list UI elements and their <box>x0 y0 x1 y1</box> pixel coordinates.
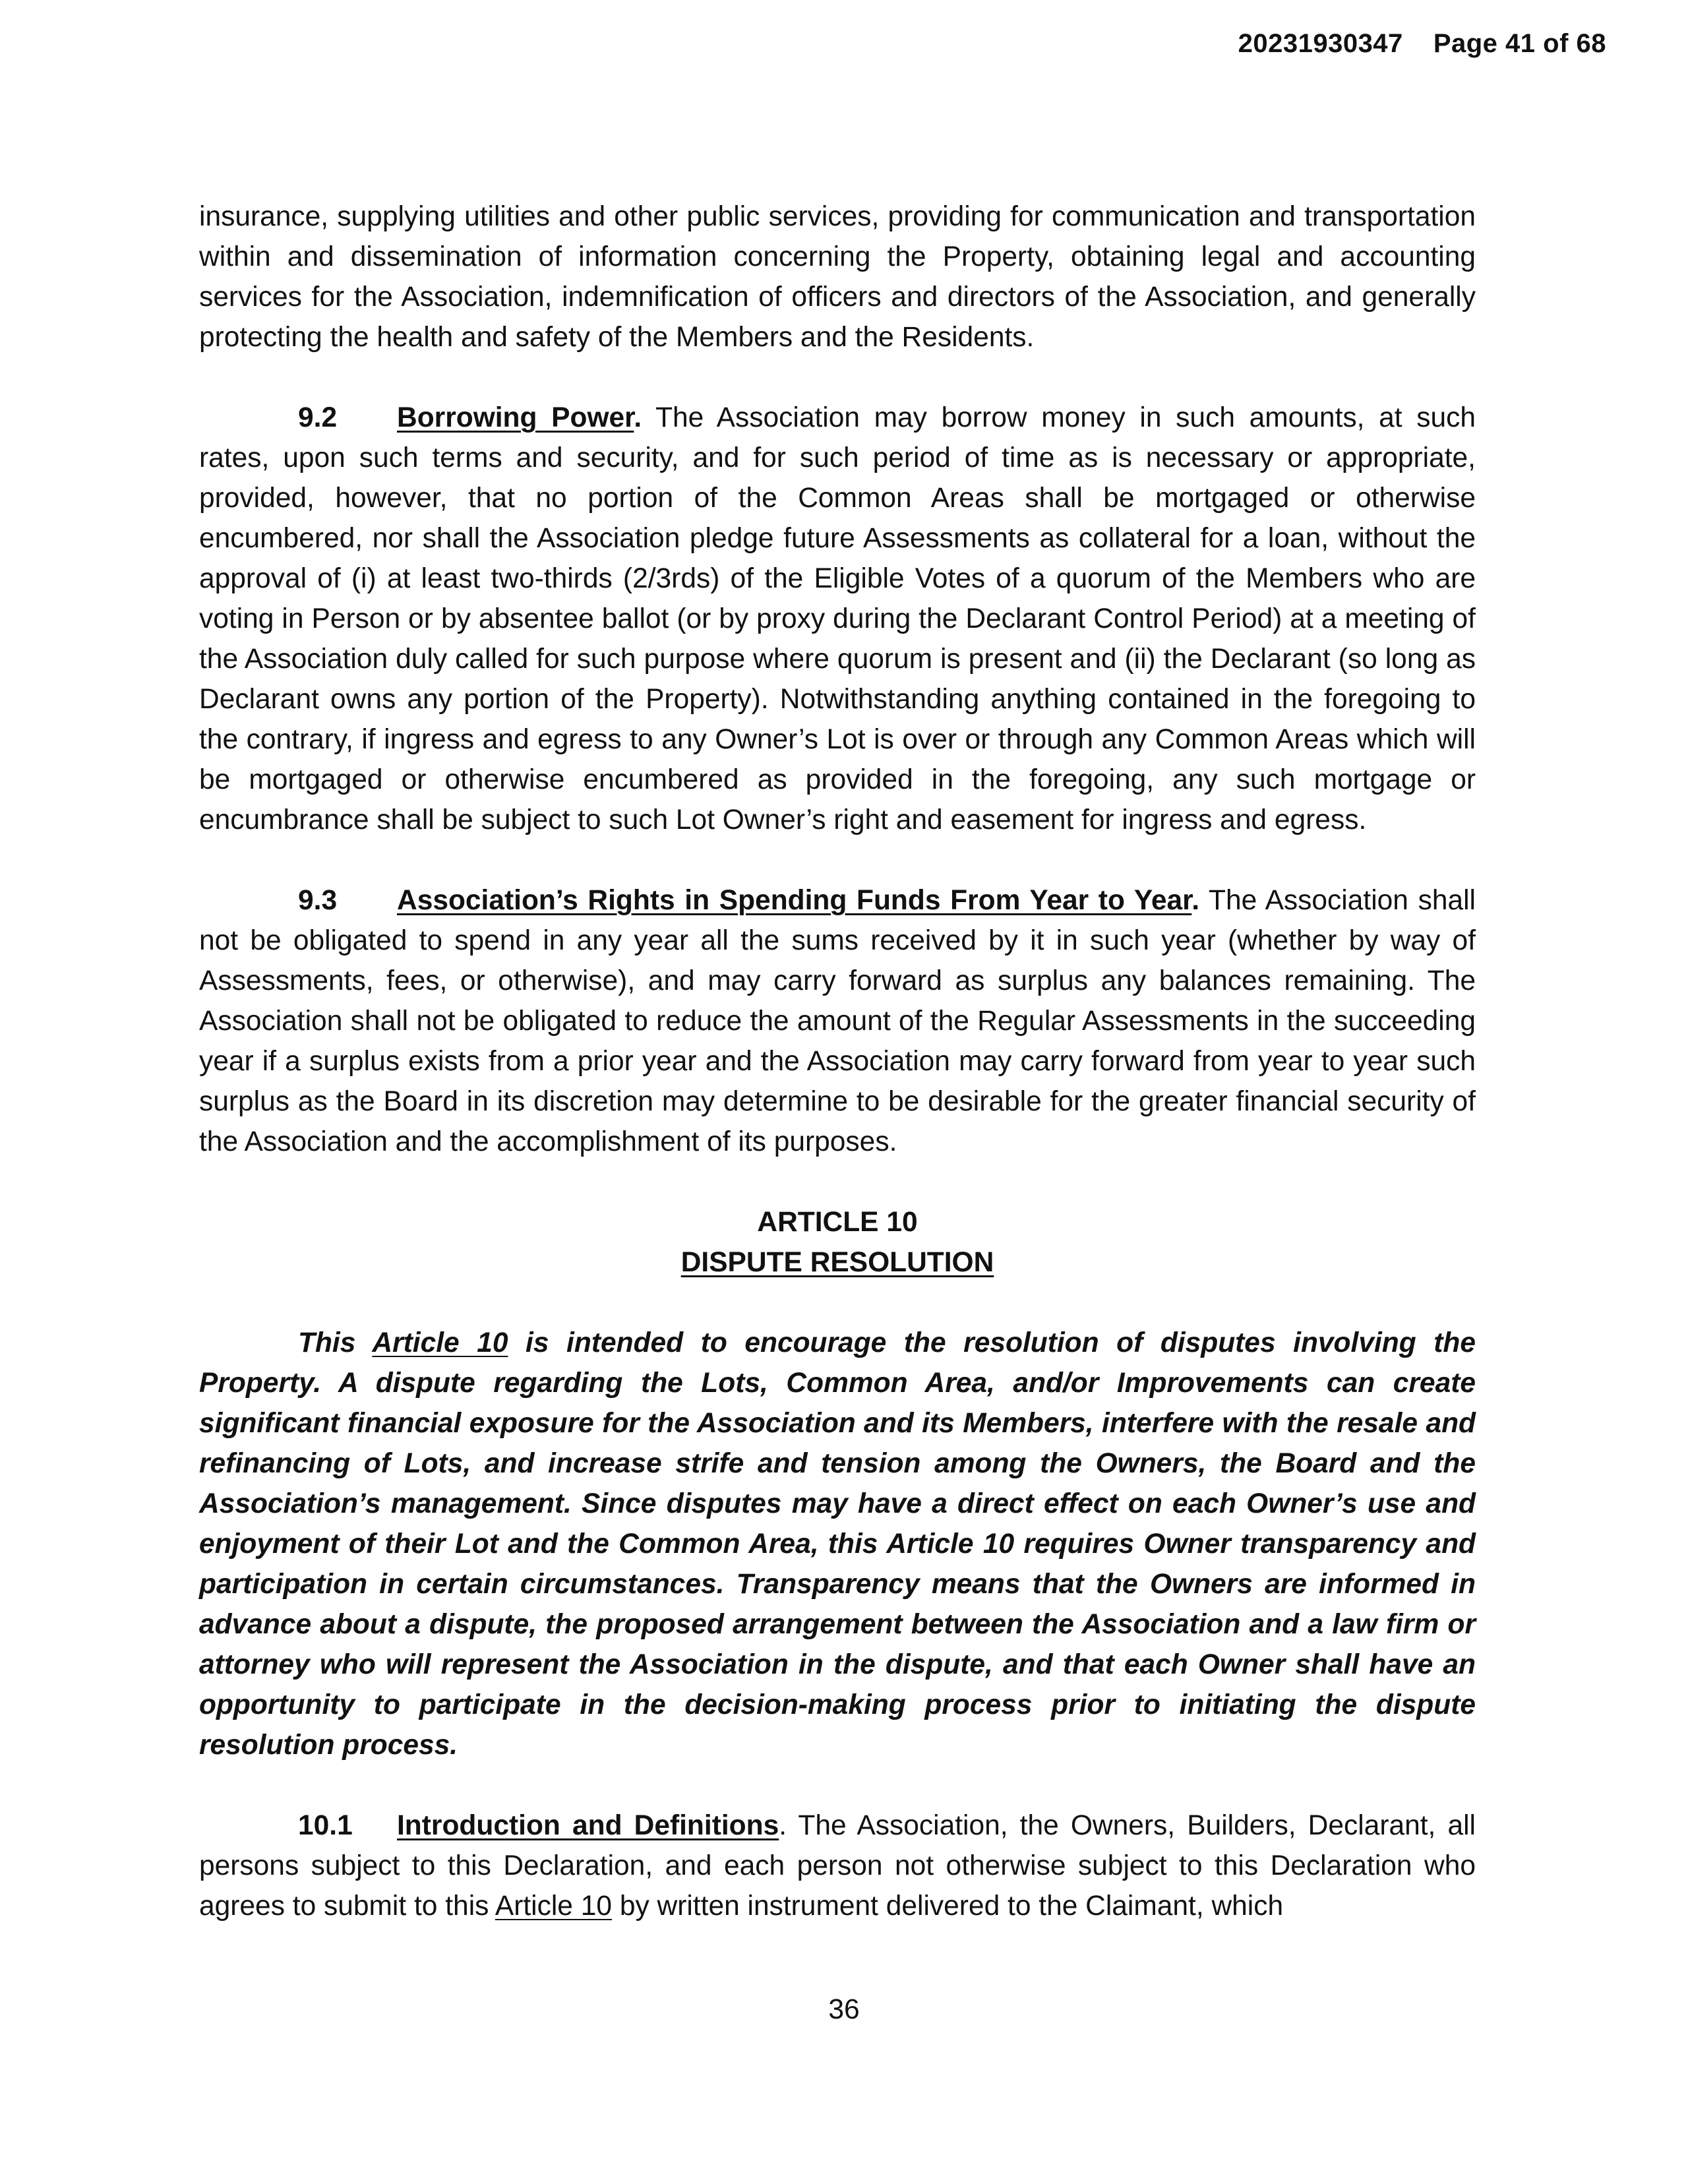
section-9-2: 9.2 Borrowing Power. The Association may borrow money in such amounts, at such rates, upon such terms and security, and for such period of time as is necessary or appropriate, provided, however, that no portion of the Common Areas shall be mortgaged or otherwise encumbered, nor shall the Association pledge future Assessments as collateral for a loan, without the approval of (i) at least two-thirds (2/3rds) of the Eligible Votes of a quorum of the Members who are voting in Person or by absentee ballot (or by proxy during the Declarant Control Period) at a meeting of the Association duly called for such purpose where quorum is present and (ii) the Declarant (so long as Declarant owns any portion of the Property). Notwithstanding anything contained in the foregoing to the contrary, if ingress and egress to any Owner’s Lot is over or through any Common Areas which will be mortgaged or otherwise encumbered as provided in the foregoing, any such mortgage or encumbrance shall be subject to such Lot Owner’s right and easement for ingress and egress. <box>199 398 1476 840</box>
article-intro: This Article 10 is intended to encourage the resolution of disputes involving the Property. A dispute regarding the Lots, Common Area, and/or Improvements can create significant financial exposure for the Association and its Members, interfere with the resale and refinancing of Lots, and increase strife and tension among the Owners, the Board and the Association’s management. Since disputes may have a direct effect on each Owner’s use and enjoyment of their Lot and the Common Area, this Article 10 requires Owner transparency and participation in certain circumstances. Transparency means that the Owners are informed in advance about a dispute, the proposed arrangement between the Association and a law firm or attorney who will represent the Association in the dispute, and that each Owner shall have an opportunity to participate in the decision-making process prior to initiating the dispute resolution process. <box>199 1327 1476 1761</box>
page-indicator: Page 41 of 68 <box>1433 29 1606 58</box>
article-title: DISPUTE RESOLUTION <box>680 1247 994 1278</box>
page-header <box>1238 29 1606 59</box>
article-reference: Article 10 <box>495 1891 613 1922</box>
section-number: 9.3 <box>298 885 338 916</box>
section-body: The Association shall not be obligated to spend in any year all the sums received by it in such year (whether by way of Assessments, fees, or otherwise), and may carry forward as surplus any balances remaining. The Association shall not be obligated to reduce the amount of the Regular Assessments in the succeeding year if a surplus exists from a prior year and the Association may carry forward from year to year such surplus as the Board in its discretion may determine to be desirable for the greater financial security of the Association and the accomplishment of its purposes. <box>199 885 1476 1157</box>
section-body: The Association, the Owners, Builders, Declarant, all persons subject to this Declaration, and each person not otherwise subject to this Declaration who agrees to submit to this <box>199 1810 1476 1922</box>
paragraph-continuation: insurance, supplying utilities and other public services, providing for communication and transportation within and dissemination of information concerning the Property, obtaining legal and accounting services for the Association, indemnification of officers and directors of the Association, and generally protecting the health and safety of the Members and the Residents. <box>199 201 1476 353</box>
page-number: 36 <box>828 1994 860 2025</box>
section-10-1: 10.1 Introduction and Definitions. The Association, the Owners, Builders, Declarant, all persons subject to this Declaration, and each person not otherwise subject to this Declaration who agrees to submit to this Article 10 by written instrument delivered to the Claimant, which <box>199 1805 1476 1926</box>
section-number: 9.2 <box>298 402 338 433</box>
article-heading <box>199 1202 1476 1283</box>
section-number: 10.1 <box>298 1810 353 1841</box>
section-title: Borrowing Power <box>397 402 634 433</box>
document-body <box>199 197 1476 1966</box>
page-footer <box>0 1994 1688 2026</box>
document-number: 20231930347 <box>1238 29 1403 58</box>
section-body: The Association may borrow money in such amounts, at such rates, upon such terms and security, and for such period of time as is necessary or appropriate, provided, however, that no portion of the Common Areas shall be mortgaged or otherwise encumbered, nor shall the Association pledge future Assessments as collateral for a loan, without the approval of (i) at least two-thirds (2/3rds) of the Eligible Votes of a quorum of the Members who are voting in Person or by absentee ballot (or by proxy during the Declarant Control Period) at a meeting of the Association duly called for such purpose where quorum is present and (ii) the Declarant (so long as Declarant owns any portion of the Property). Notwithstanding anything contained in the foregoing to the contrary, if ingress and egress to any Owner’s Lot is over or through any Common Areas which will be mortgaged or otherwise encumbered as provided in the foregoing, any such mortgage or encumbrance shall be subject to such Lot Owner’s right and easement for ingress and egress. <box>199 402 1476 835</box>
section-9-3: 9.3 Association’s Rights in Spending Funds From Year to Year. The Association shall not be obligated to spend in any year all the sums received by it in such year (whether by way of Assessments, fees, or otherwise), and may carry forward as surplus any balances remaining. The Association shall not be obligated to reduce the amount of the Regular Assessments in the succeeding year if a surplus exists from a prior year and the Association may carry forward from year to year such surplus as the Board in its discretion may determine to be desirable for the greater financial security of the Association and the accomplishment of its purposes. <box>199 880 1476 1162</box>
article-reference: Article 10 <box>372 1327 508 1358</box>
section-title: Introduction and Definitions <box>397 1810 779 1841</box>
section-title: Association’s Rights in Spending Funds From Year to Year <box>397 885 1192 916</box>
article-number: ARTICLE 10 <box>757 1207 918 1238</box>
